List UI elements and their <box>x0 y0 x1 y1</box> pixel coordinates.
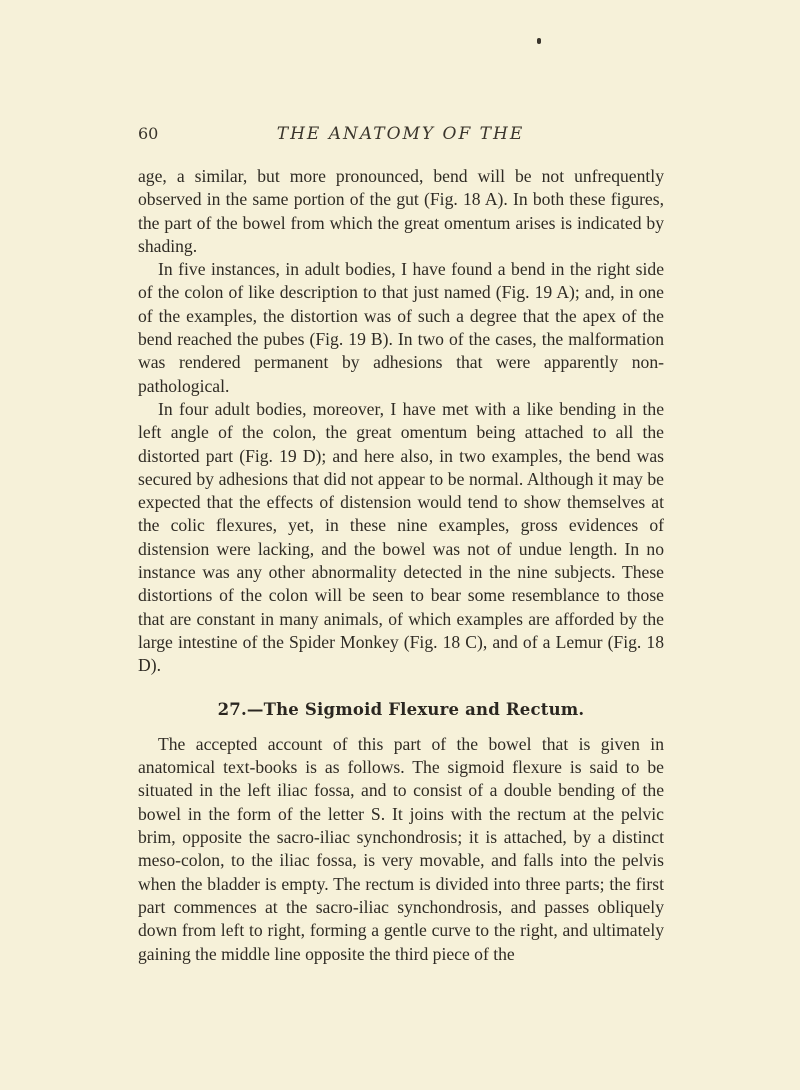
page-header <box>138 124 663 148</box>
body-text <box>138 165 664 966</box>
section-heading: 27.—The Sigmoid Flexure and Rectum. <box>217 699 585 719</box>
paragraph-2: In five instances, in adult bodies, I have found a bend in the right side of the colon of like description to that just named (Fig. 19 A); and, in one of the examples, the distortion was of such a degree that the apex of the bend reached the pubes (Fig. 19 B). In two of the cases, the malformation was rendered permanent by adhesions that were apparently non-pathological. <box>138 259 664 396</box>
paragraph-1: age, a similar, but more pronounced, bend will be not unfrequently observed in the same portion of the gut (Fig. 18 A). In both these figures, the part of the bowel from which the great omentum arises is indicated by shading. <box>138 166 664 256</box>
page-number: 60 <box>138 124 159 143</box>
paragraph-4: The accepted account of this part of the bowel that is given in anatomical text-books is as follows. The sigmoid flexure is said to be situated in the left iliac fossa, and to consist of a double bending of the bowel in the form of the letter S. It joins with the rectum at the pelvic brim, opposite the sacro-iliac synchondrosis; it is attached, by a distinct meso-colon, to the iliac fossa, is very movable, and falls into the pelvis when the bladder is empty. The rectum is divided into three parts; the first part commences at the sacro-iliac synchondrosis, and passes obliquely down from left to right, forming a gentle curve to the right, and ultimately gaining the middle line opposite the third piece of the <box>138 733 664 964</box>
running-title: THE ANATOMY OF THE <box>276 124 525 144</box>
paragraph-3: In four adult bodies, moreover, I have met with a like bending in the left angle of the colon, the great omentum being attached to all the distorted part (Fig. 19 D); and here also, in two examples, the bend was secured by adhesions that did not appear to be normal. Although it may be expected that the effects of distension would tend to show themselves at the colic flexures, yet, in these nine examples, gross evidences of distension were lacking, and the bowel was not of undue length. In no instance was any other abnormality detected in the nine subjects. These distortions of the colon will be seen to bear some resemblance to those that are constant in many animals, of which examples are afforded by the large intestine of the Spider Monkey (Fig. 18 C), and of a Lemur (Fig. 18 D). <box>138 398 664 676</box>
ink-speck <box>537 38 541 44</box>
